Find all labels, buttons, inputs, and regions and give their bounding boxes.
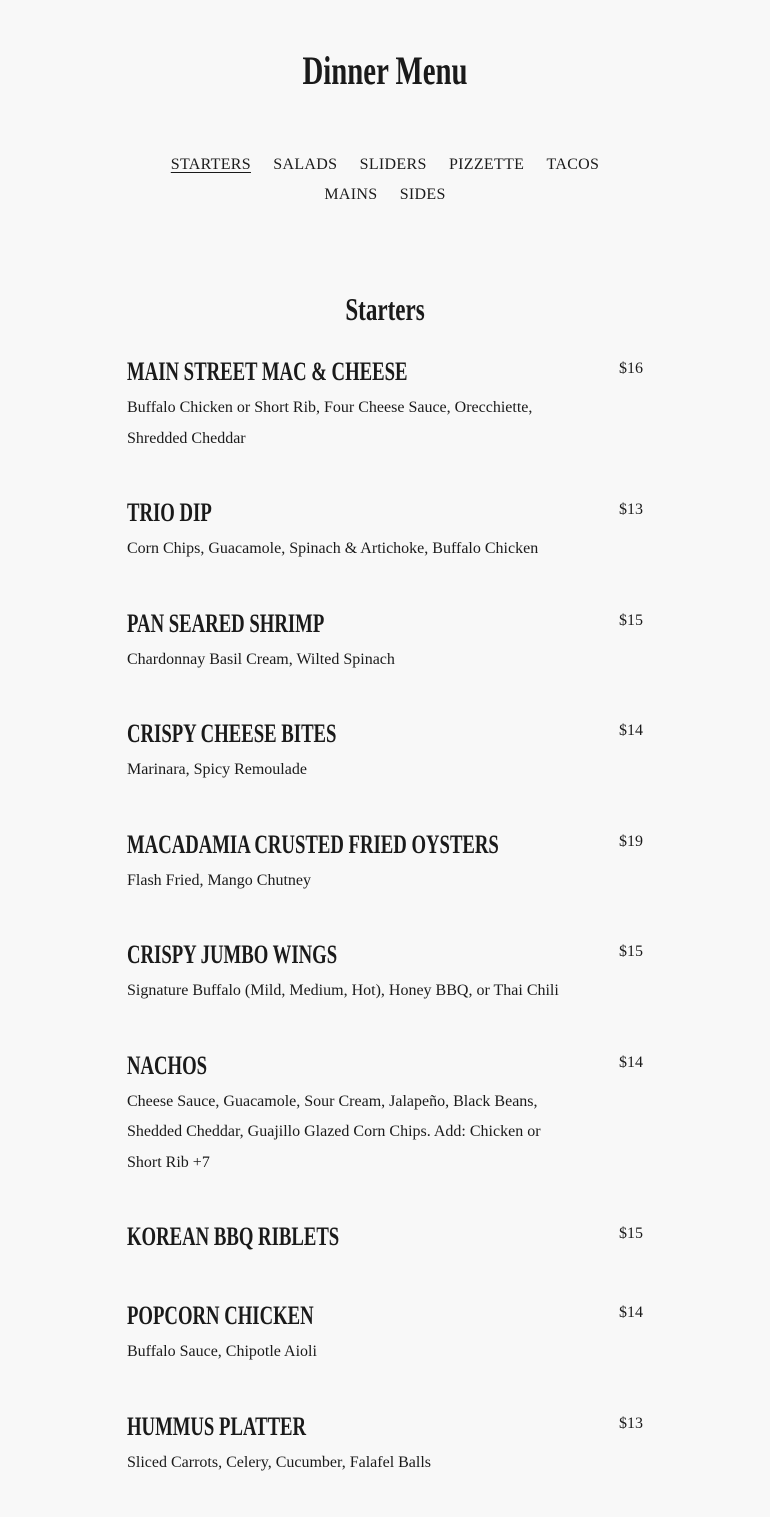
- menu-item-description: Marinara, Spicy Remoulade: [127, 761, 307, 778]
- section-title: Starters: [345, 290, 425, 327]
- menu-item-description: Chardonnay Basil Cream, Wilted Spinach: [127, 650, 395, 668]
- menu-item-description: Corn Chips, Guacamole, Spinach & Artichoke, Buffalo Chicken: [127, 540, 539, 557]
- menu-item: [127, 714, 647, 786]
- menu-item-description: Signature Buffalo (Mild, Medium, Hot), Honey BBQ, or Thai Chili: [127, 982, 559, 999]
- menu-item-name: TRIO DIP: [127, 498, 212, 527]
- menu-item-description: Flash Fried, Mango Chutney: [127, 871, 311, 889]
- menu-item: [127, 935, 647, 1007]
- nav-item-mains[interactable]: MAINS: [324, 186, 378, 203]
- category-nav: [130, 150, 640, 210]
- menu-item-price: $16: [619, 360, 643, 377]
- menu-item-price: $13: [619, 501, 643, 518]
- menu-item-name: POPCORN CHICKEN: [127, 1301, 314, 1330]
- menu-item-price: $13: [619, 1414, 643, 1432]
- page-title: Dinner Menu: [302, 47, 468, 93]
- nav-item-starters[interactable]: STARTERS: [170, 156, 251, 173]
- nav-item-tacos[interactable]: TACOS: [546, 156, 600, 173]
- menu-item-description: Sliced Carrots, Celery, Cucumber, Falafel Balls: [127, 1453, 432, 1471]
- menu-item-price: $15: [619, 1225, 643, 1242]
- menu-item-name: CRISPY CHEESE BITES: [127, 719, 337, 748]
- menu-item-description: Buffalo Chicken or Short Rib, Four Cheese Sauce, Orecchiette, Shredded Cheddar: [127, 399, 533, 447]
- menu-item-price: $14: [619, 1053, 643, 1071]
- nav-item-sides[interactable]: SIDES: [399, 186, 446, 203]
- menu-item: [127, 493, 647, 565]
- menu-item-description: Buffalo Sauce, Chipotle Aioli: [127, 1343, 317, 1360]
- menu-item-name: CRISPY JUMBO WINGS: [127, 940, 338, 969]
- nav-item-salads[interactable]: SALADS: [273, 156, 338, 173]
- menu-item-description: Cheese Sauce, Guacamole, Sour Cream, Jalapeño, Black Beans, Shedded Cheddar, Guajillo Glazed Corn Chips. Add: Chicken or Short Rib +7: [127, 1092, 541, 1171]
- menu-item: [127, 352, 647, 454]
- menu-item-price: $15: [619, 611, 643, 629]
- menu-item: [127, 1296, 647, 1368]
- menu-item: [127, 1407, 647, 1479]
- menu-item-price: $15: [619, 943, 643, 960]
- menu-item: [127, 1046, 647, 1179]
- menu-item-name: MACADAMIA CRUSTED FRIED OYSTERS: [127, 829, 499, 859]
- menu-item: [127, 825, 647, 897]
- menu-item-price: $14: [619, 722, 643, 739]
- menu-item-price: $14: [619, 1304, 643, 1321]
- menu-item-price: $19: [619, 832, 643, 850]
- nav-item-sliders[interactable]: SLIDERS: [359, 156, 427, 173]
- menu-item-name: NACHOS: [127, 1050, 208, 1080]
- menu-item-name: KOREAN BBQ RIBLETS: [127, 1222, 340, 1251]
- menu-item: [127, 1217, 647, 1257]
- nav-item-pizzette[interactable]: PIZZETTE: [448, 156, 525, 173]
- menu-item: [127, 604, 647, 676]
- menu-item-name: HUMMUS PLATTER: [127, 1411, 307, 1441]
- menu-item-name: MAIN STREET MAC & CHEESE: [127, 357, 408, 386]
- menu-list: [127, 352, 647, 1517]
- menu-item-name: PAN SEARED SHRIMP: [127, 608, 325, 638]
